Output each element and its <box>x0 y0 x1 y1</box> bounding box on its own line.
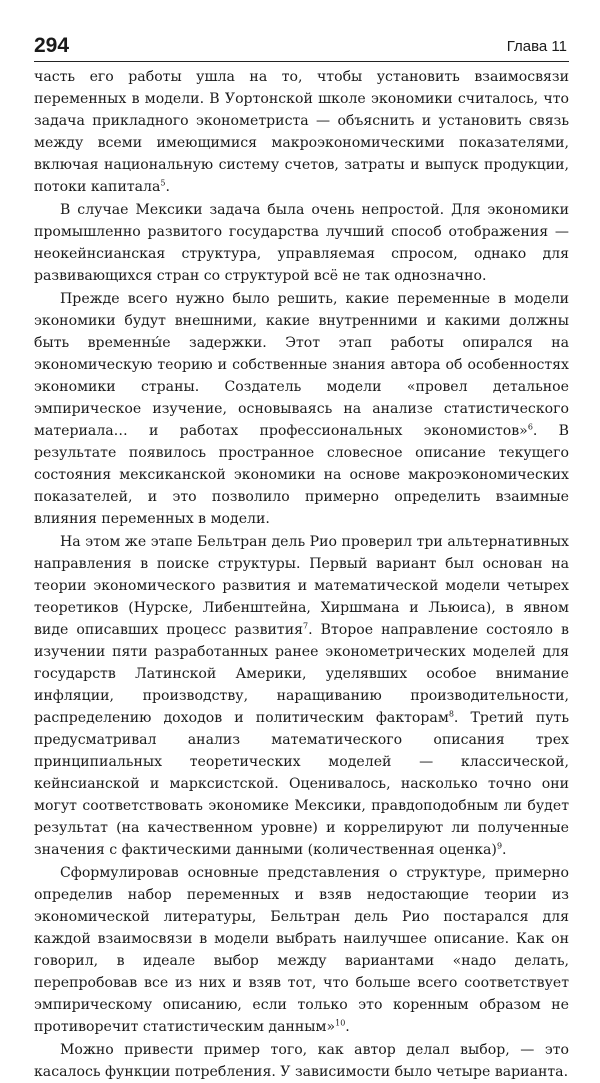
paragraph <box>34 288 569 530</box>
paragraph-text: часть его работы ушла на то, чтобы установить взаимосвязи переменных в модели. В Уортонской школе экономики считалось, что задача прикладного эконометриста — объяснить и установить связь между всеми имеющимися макроэкономическими показателями, включая национальную систему счетов, затраты и выпуск продукции, потоки капитала <box>34 69 569 195</box>
paragraph-text: . Третий путь предусматривал анализ математического описания трех принципиальных теоретических моделей — классической, кейнсианской и марксистской. Оценивалось, насколько точно они могут соответствовать экономике Мексики, правдоподобным ли будет результат (на качественном уровне) и коррелируют ли полученные значения с фактическими данными (количественная оценка) <box>34 710 570 858</box>
book-page <box>34 0 570 1080</box>
paragraph-text: . <box>345 1019 350 1035</box>
page-number: 294 <box>34 34 70 57</box>
paragraph <box>34 66 569 198</box>
footnote-marker: 10 <box>335 1018 346 1028</box>
paragraph-text: . <box>165 179 170 195</box>
paragraph-text: Прежде всего нужно было решить, какие переменные в модели экономики будут внешними, какие внутренними и какими должны быть временны́е задержки. Этот этап работы опирался на экономическую теорию и собственные знания автора об особенностях экономики страны. Создатель модели «провел детальное эмпирическое изучение, основываясь на анализе статистического материала… и работах профессиональных экономистов» <box>34 291 569 439</box>
paragraph-text: Сформулировав основные представления о структуре, примерно определив набор переменных и взяв недостающие теории из экономической литературы, Бельтран дель Рио постарался для каждой взаимосвязи в модели выбрать наилучшее описание. Как он говорил, в идеале выбор между вариантами «надо делать, перепробовав все из них и взяв тот, что больше всего соответствует эмпирическому описанию, если только это коренным образом не противоречит статистическим данным» <box>34 865 569 1035</box>
footnote-marker: 5 <box>160 178 166 188</box>
paragraph-text: На этом же этапе Бельтран дель Рио проверил три альтернативных направления в поиске структуры. Первый вариант был основан на теории экономического развития и математической модели четырех теоретиков (Нурске, Либенштейна, Хиршмана и Льюиса), в явном виде описавших процесс развития <box>34 534 569 638</box>
footnote-marker: 8 <box>448 709 454 719</box>
footnote-marker: 6 <box>527 422 533 432</box>
paragraph <box>34 1039 569 1083</box>
paragraph-text: Можно привести пример того, как автор делал выбор, — это касалось функции потребления. У зависимости было четыре варианта. <box>34 1042 569 1080</box>
footnote-marker: 9 <box>496 841 503 851</box>
chapter-title: Глава 11 <box>506 38 567 55</box>
paragraph <box>34 862 569 1038</box>
running-header <box>34 0 569 60</box>
paragraph <box>34 199 569 287</box>
header-rule <box>34 61 569 62</box>
paragraph-text: В случае Мексики задача была очень непростой. Для экономики промышленно развитого государства лучший способ отображения — неокейнсианская структура, управляемая спросом, однако для развивающихся стран со структурой всё не так однозначно. <box>34 202 569 284</box>
footnote-marker: 7 <box>303 621 309 631</box>
body-text <box>34 66 569 1083</box>
paragraph-text: . Второе направление состояло в изучении пяти разработанных ранее эконометрических моделей для государств Латинской Америки, уделявших особое внимание инфляции, производству, наращиванию производительности, распределению доходов и политическим факторам <box>34 622 569 726</box>
paragraph <box>34 531 569 861</box>
paragraph-text: . В результате появилось пространное словесное описание текущего состояния мексиканской экономики на основе макроэкономических показателей, и это позволило примерно определить взаимные влияния переменных в модели. <box>34 423 569 527</box>
paragraph-text: . <box>502 842 507 858</box>
